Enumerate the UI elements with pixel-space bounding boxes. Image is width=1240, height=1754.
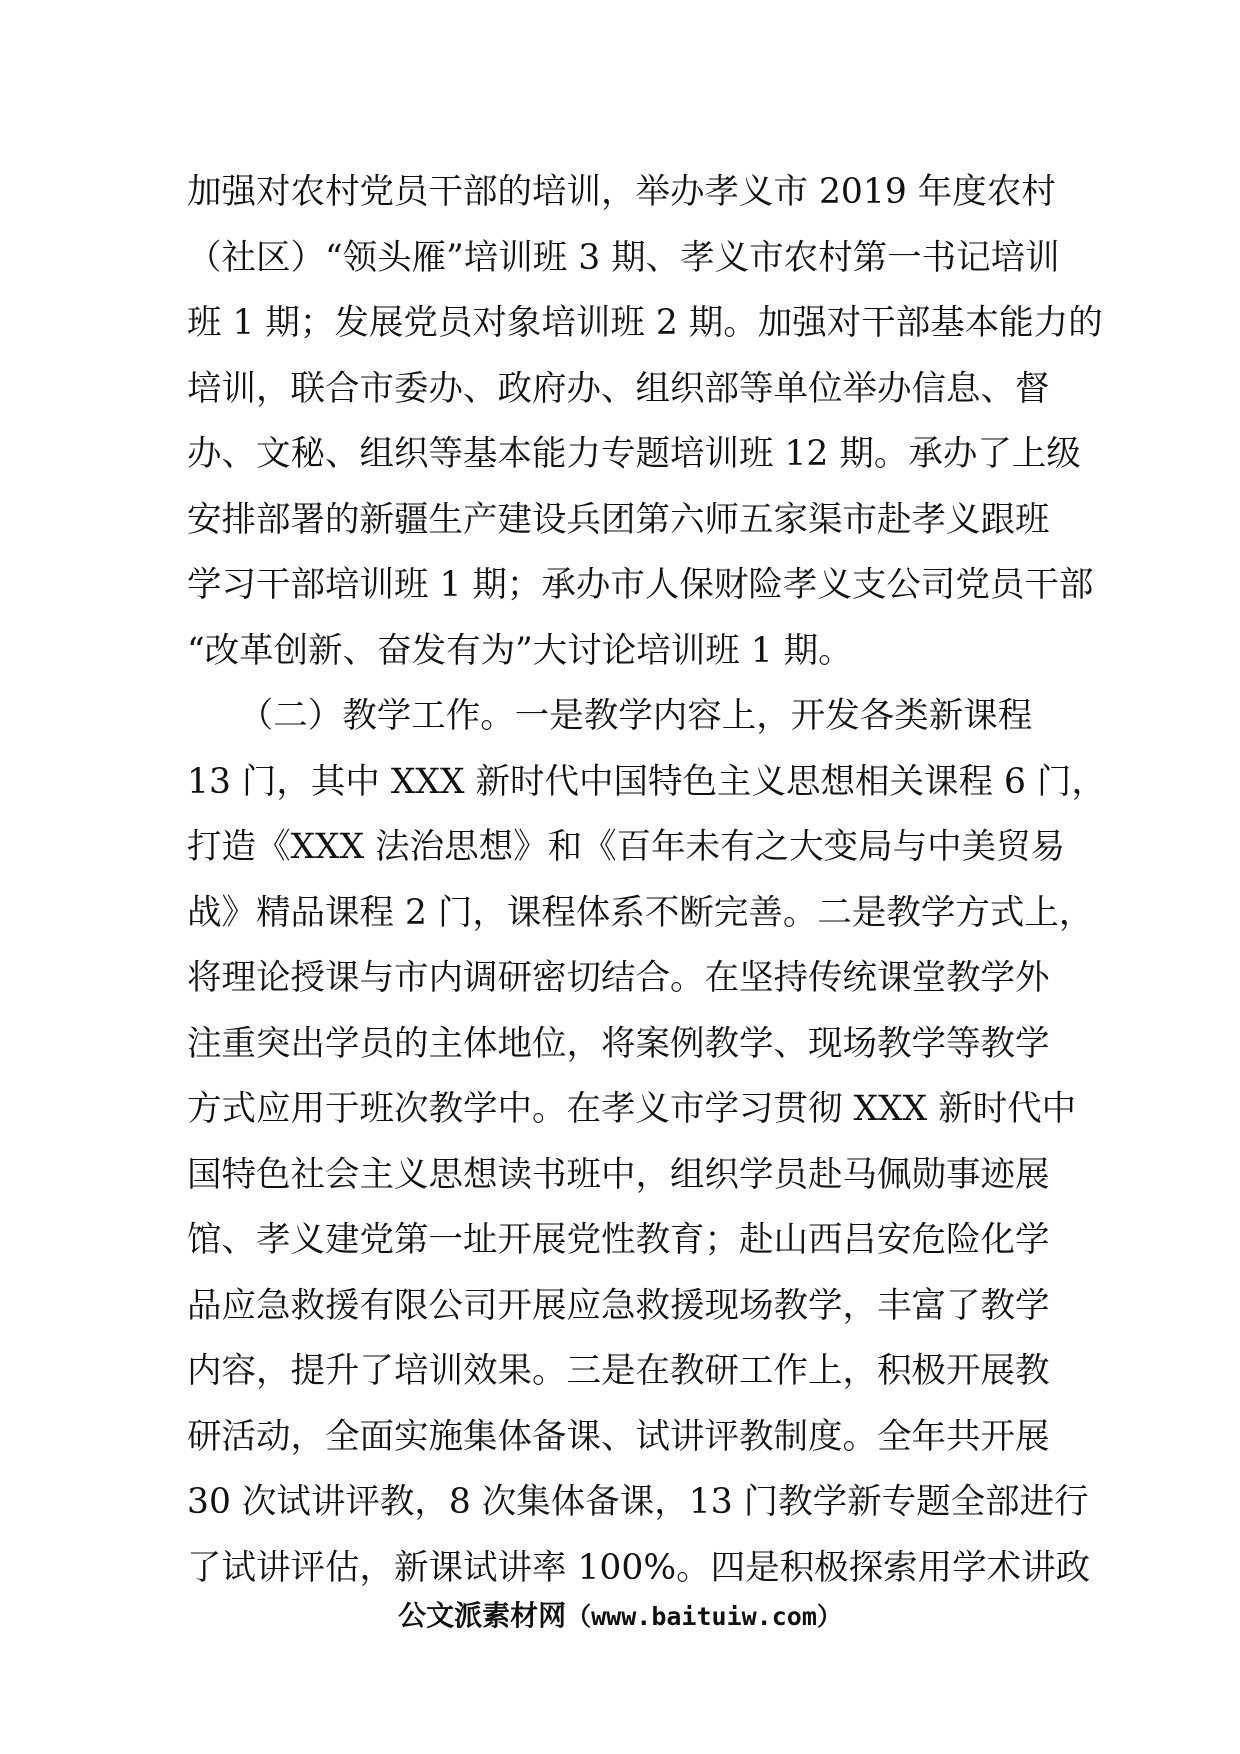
text-line: 研活动，全面实施集体备课、试讲评教制度。全年共开展 xyxy=(187,1416,1050,1457)
text-line: 13 门，其中 XXX 新时代中国特色主义思想相关课程 6 门， xyxy=(187,761,1106,802)
text-line: 将理论授课与市内调研密切结合。在坚持传统课堂教学外 xyxy=(187,958,1050,998)
text-line: 馆、孝义建党第一址开展党性教育；赴山西吕安危险化学 xyxy=(187,1220,1050,1260)
text-line: 战》精品课程 2 门，课程体系不断完善。二是教学方式上， xyxy=(187,892,1094,933)
text-line: “改革创新、奋发有为”大讨论培训班 1 期。 xyxy=(187,630,853,671)
body-text xyxy=(187,160,1106,1601)
text-line: 班 1 期；发展党员对象培训班 2 期。加强对干部基本能力的 xyxy=(187,303,1103,343)
text-line: 学习干部培训班 1 期；承办市人保财险孝义支公司党员干部 xyxy=(187,565,1094,605)
text-line: 加强对农村党员干部的培训，举办孝义市 2019 年度农村 xyxy=(187,172,1056,212)
page-footer xyxy=(0,1596,1240,1637)
footer-url: （www.baituiw.com） xyxy=(566,1602,842,1631)
text-line: 打造《XXX 法治思想》和《百年未有之大变局与中美贸易 xyxy=(187,827,1066,867)
text-line: （二）教学工作。一是教学内容上，开发各类新课程 xyxy=(187,696,1033,736)
text-line: 培训，联合市委办、政府办、组织部等单位举办信息、督 xyxy=(187,368,1050,409)
text-line: 安排部署的新疆生产建设兵团第六师五家渠市赴孝义跟班 xyxy=(187,499,1050,540)
text-line: 了试讲评估，新课试讲率 100%。四是积极探索用学术讲政 xyxy=(187,1547,1091,1588)
text-line: 品应急救援有限公司开展应急救援现场教学，丰富了教学 xyxy=(187,1285,1050,1326)
text-line: （社区）“领头雁”培训班 3 期、孝义市农村第一书记培训 xyxy=(187,237,1060,278)
text-line: 注重突出学员的主体地位，将案例教学、现场教学等教学 xyxy=(187,1023,1050,1064)
text-line: 方式应用于班次教学中。在孝义市学习贯彻 XXX 新时代中 xyxy=(187,1089,1077,1129)
text-line: 30 次试讲评教，8 次集体备课，13 门教学新专题全部进行 xyxy=(187,1482,1089,1522)
text-line: 国特色社会主义思想读书班中，组织学员赴马佩勋事迹展 xyxy=(187,1154,1050,1195)
text-line: 办、文秘、组织等基本能力专题培训班 12 期。承办了上级 xyxy=(187,434,1081,474)
text-line: 内容，提升了培训效果。三是在教研工作上，积极开展教 xyxy=(187,1351,1050,1391)
footer-site-name: 公文派素材网 xyxy=(398,1599,567,1632)
